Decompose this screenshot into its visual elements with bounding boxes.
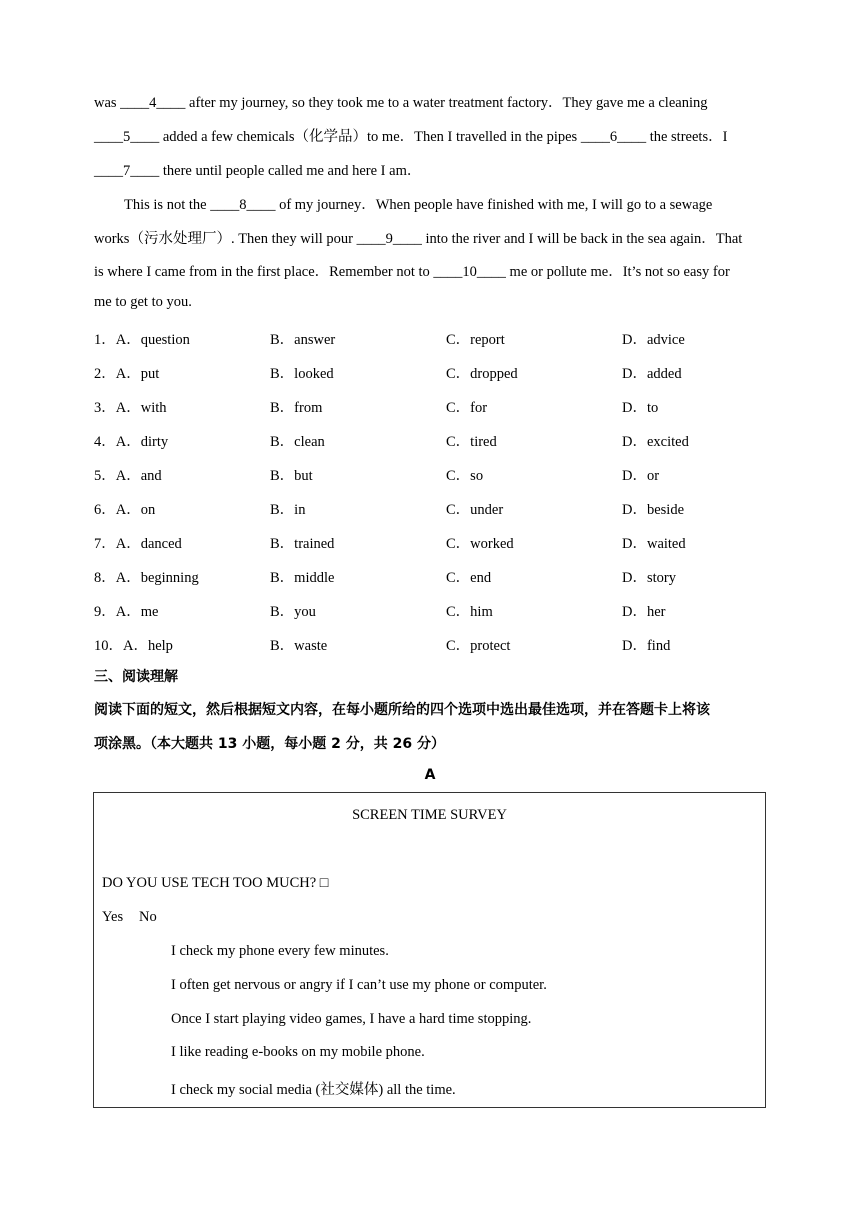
option-b: B．in <box>270 502 306 518</box>
option-d: D．find <box>622 638 671 654</box>
option-b: B．but <box>270 468 313 484</box>
option-a: 4．A．dirty <box>94 434 169 450</box>
passage-line-6: is where I came from in the first place．Remember not to ____10____ me or pollute me．It’s not so easy for <box>94 264 730 280</box>
option-c: C．end <box>446 570 492 586</box>
survey-box <box>93 792 766 1108</box>
section-heading: 三、阅读理解 <box>94 669 178 685</box>
option-b: B．middle <box>270 570 335 586</box>
option-c: C．report <box>446 332 505 348</box>
option-d: D．story <box>622 570 676 586</box>
passage-line-4: This is not the ____8____ of my journey．When people have finished with me, I will go to a sewage <box>124 197 713 213</box>
option-b: B．waste <box>270 638 328 654</box>
instruction-line-1: 阅读下面的短文，然后根据短文内容，在每小题所给的四个选项中选出最佳选项，并在答题卡上将该 <box>94 702 710 718</box>
option-a: 1．A．question <box>94 332 190 348</box>
option-c: C．so <box>446 468 484 484</box>
option-d: D．waited <box>622 536 686 552</box>
option-a: 5．A．and <box>94 468 162 484</box>
option-c: C．worked <box>446 536 514 552</box>
option-row <box>94 430 774 450</box>
option-c: C．under <box>446 502 504 518</box>
survey-title: SCREEN TIME SURVEY <box>352 807 507 823</box>
survey-item: I like reading e-books on my mobile phone. <box>171 1044 425 1060</box>
survey-question: DO YOU USE TECH TOO MUCH? □ <box>102 875 329 891</box>
option-d: D．her <box>622 604 666 620</box>
option-row <box>94 600 774 620</box>
survey-item: I check my phone every few minutes. <box>171 943 389 959</box>
option-c: C．him <box>446 604 493 620</box>
option-d: D．excited <box>622 434 689 450</box>
option-b: B．you <box>270 604 316 620</box>
option-d: D．advice <box>622 332 685 348</box>
option-row <box>94 498 774 518</box>
option-a: 10．A．help <box>94 638 173 654</box>
option-a: 6．A．on <box>94 502 156 518</box>
survey-item: I often get nervous or angry if I can’t use my phone or computer. <box>171 977 547 993</box>
option-b: B．trained <box>270 536 335 552</box>
option-a: 7．A．danced <box>94 536 182 552</box>
option-a: 8．A．beginning <box>94 570 199 586</box>
option-d: D．added <box>622 366 682 382</box>
option-d: D．or <box>622 468 660 484</box>
option-c: C．for <box>446 400 488 416</box>
passage-line-5: works（污水处理厂）. Then they will pour ____9____ into the river and I will be back in the sea again．That <box>94 231 743 247</box>
option-a: 9．A．me <box>94 604 159 620</box>
survey-no-label: No <box>139 909 157 925</box>
survey-item: Once I start playing video games, I have a hard time stopping. <box>171 1011 532 1027</box>
option-row <box>94 566 774 586</box>
option-b: B．looked <box>270 366 334 382</box>
option-a: 3．A．with <box>94 400 167 416</box>
option-row <box>94 362 774 382</box>
option-b: B．from <box>270 400 323 416</box>
part-label: A <box>424 767 436 783</box>
option-d: D．beside <box>622 502 685 518</box>
option-row <box>94 396 774 416</box>
option-d: D．to <box>622 400 659 416</box>
passage-line-1: was ____4____ after my journey, so they took me to a water treatment factory．They gave me a cleaning <box>94 95 708 111</box>
survey-yes-label: Yes <box>102 909 124 925</box>
passage-line-2: ____5____ added a few chemicals（化学品）to me．Then I travelled in the pipes ____6____ the streets．I <box>94 129 728 145</box>
option-b: B．answer <box>270 332 336 348</box>
option-row <box>94 464 774 484</box>
option-row <box>94 532 774 552</box>
survey-item: I check my social media (社交媒体) all the time. <box>171 1082 456 1098</box>
option-c: C．protect <box>446 638 511 654</box>
option-c: C．tired <box>446 434 497 450</box>
option-a: 2．A．put <box>94 366 160 382</box>
passage-line-7: me to get to you. <box>94 294 192 310</box>
option-row <box>94 328 774 348</box>
instruction-line-2: 项涂黑。（本大题共 13 小题，每小题 2 分，共 26 分） <box>94 736 445 752</box>
option-row <box>94 634 774 654</box>
passage-line-3: ____7____ there until people called me and here I am． <box>94 163 422 179</box>
option-b: B．clean <box>270 434 325 450</box>
option-c: C．dropped <box>446 366 518 382</box>
